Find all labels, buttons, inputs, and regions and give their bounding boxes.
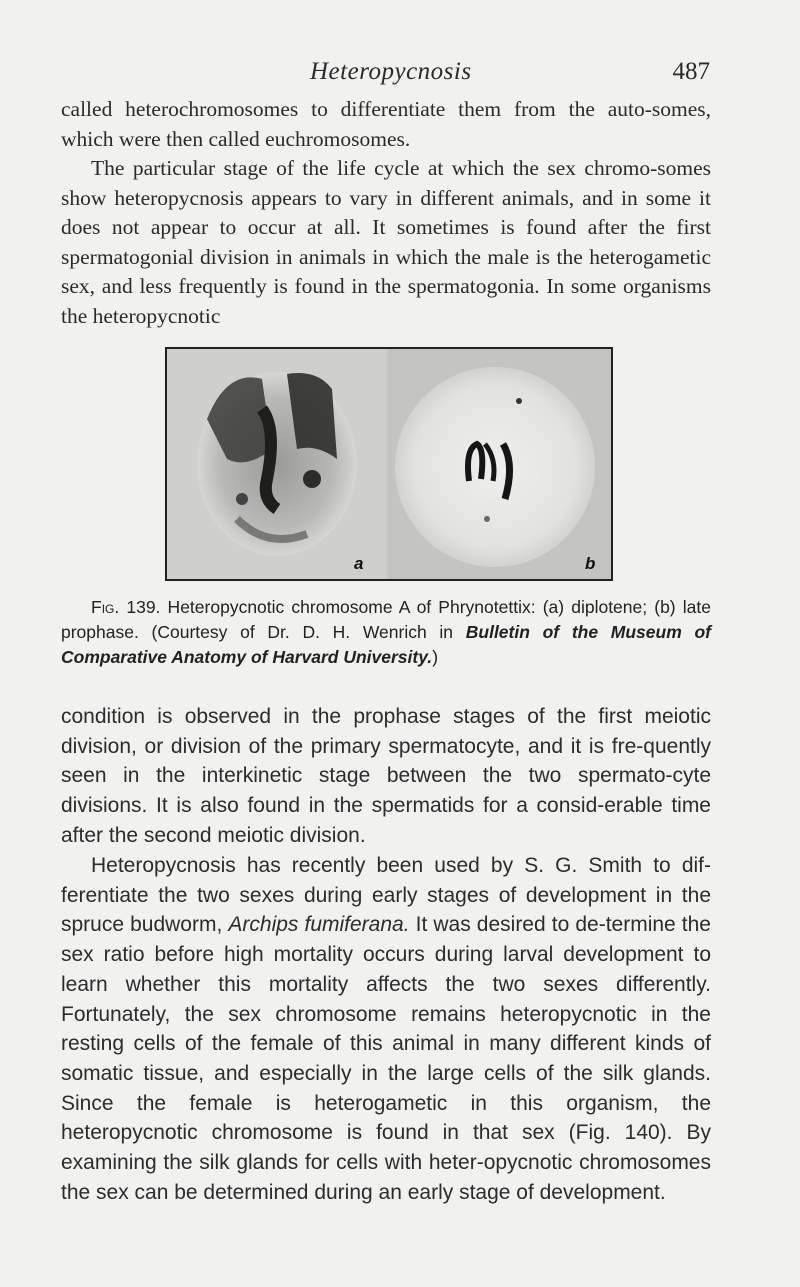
caption-journal: Bulletin of the Museum of Comparative Anatomy of Harvard University. (61, 622, 711, 667)
panel-b-label: b (585, 554, 596, 573)
paragraph-4-rest: It was desired to de-termine the sex ratio before high mortality occurs during larval development to learn whether this mortality affects the two sexes differently. Fortunately, the sex chromosome remains heteropycnotic in the resting cells of the female of this animal in many different kinds of somatic tissue, and especially in the large cells of the silk glands. Since the female is heterogametic in this organism, the heteropycnotic chromosome is found in that sex (Fig. 140). By examining the silk glands for cells with heter-opycnotic chromosomes the sex can be determined during an early stage of development. (61, 913, 711, 1204)
panel-b-image (388, 349, 611, 579)
paragraph-2: The particular stage of the life cycle at which the sex chromo-somes show heteropycnosis appears to vary in different animals, and in some it does not appear to occur at all. It sometimes is found after the first spermatogonial division in animals in which the male is the heterogametic sex, and less frequently is found in the spermatogonia. In some organisms the heteropycnotic (61, 156, 711, 328)
caption-close: ) (432, 647, 439, 667)
figure-139 (165, 347, 613, 581)
paragraph-1: called heterochromosomes to differentiate them from the auto-somes, which were then called euchromosomes. (61, 97, 711, 151)
running-head (60, 58, 710, 90)
caption-label: Fig. 139. (91, 597, 161, 617)
species-name: Archips fumiferana. (228, 913, 410, 937)
paragraph-4 (61, 851, 711, 1207)
panel-a-label: a (354, 554, 364, 573)
figure-caption (61, 595, 711, 670)
page-number: 487 (672, 58, 710, 85)
paragraph-4-start: Heteropycnosis has recently been used by S. G. Smith to dif-ferentiate the two sexes during early stages of development in the spruce budworm, (61, 854, 711, 937)
panel-a-image (167, 349, 387, 579)
paragraph-3: condition is observed in the prophase stages of the first meiotic division, or division of the primary spermatocyte, and it is fre-quently seen in the interkinetic stage between the two spermato-cyte divisions. It is also found in the spermatids for a consid-erable time after the second meiotic division. (61, 705, 711, 847)
micrograph (167, 349, 611, 579)
running-title: Heteropycnosis (310, 58, 472, 85)
caption-text: Heteropycnotic chromosome A of Phrynotettix: (a) diplotene; (b) late prophase. (Courtesy of Dr. D. H. Wenrich in (61, 597, 711, 642)
